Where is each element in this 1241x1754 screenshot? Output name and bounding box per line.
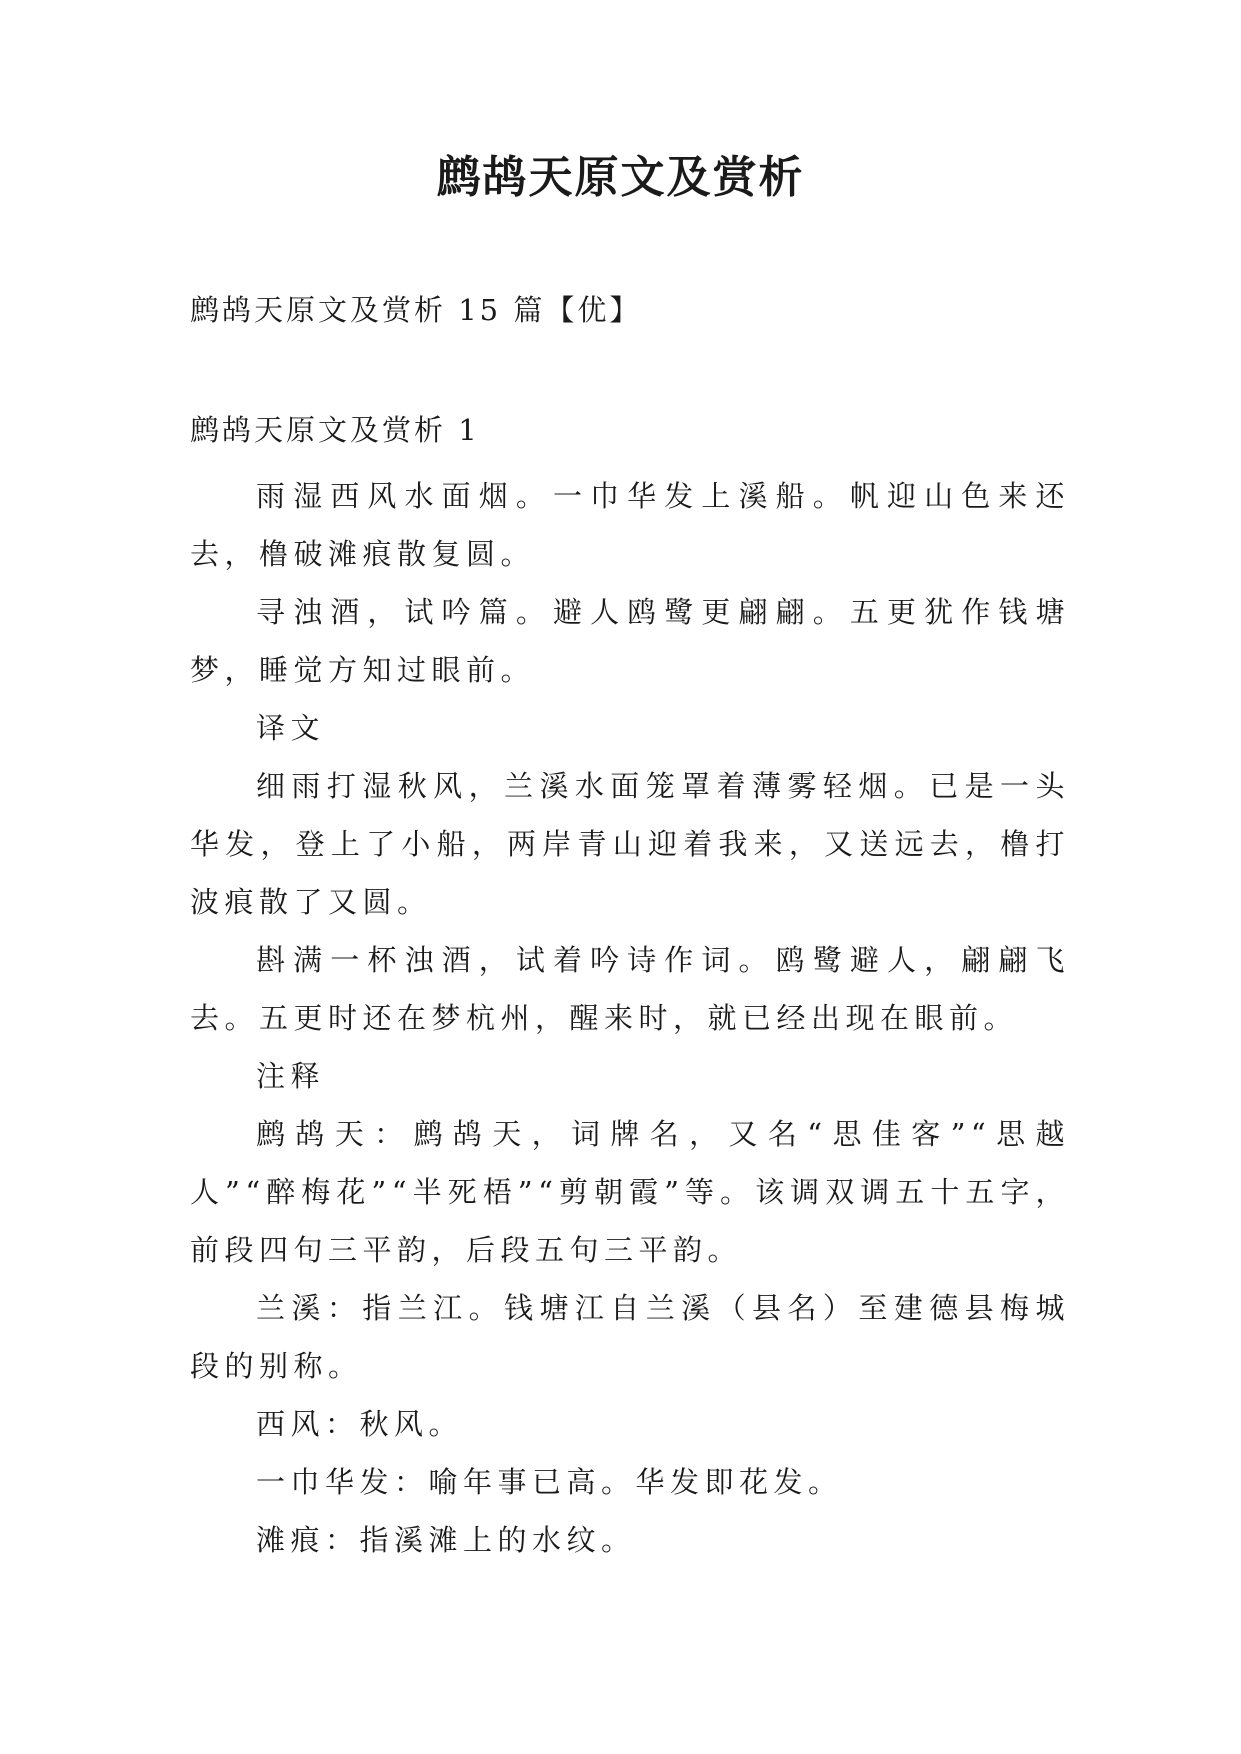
note-paragraph: 兰溪：指兰江。钱塘江自兰溪（县名）至建德县梅城段的别称。 <box>190 1291 1070 1383</box>
translation-heading: 译文 <box>256 711 326 745</box>
document-body <box>190 467 1070 1569</box>
section-heading: 鹧鸪天原文及赏析 1 <box>190 413 480 447</box>
note-paragraph: 西风：秋风。 <box>256 1407 464 1441</box>
translation-paragraph-2: 斟满一杯浊酒，试着吟诗作词。鸥鹭避人，翩翩飞去。五更时还在梦杭州，醒来时，就已经出现在眼前。 <box>190 943 1070 1035</box>
notes-heading: 注释 <box>256 1059 326 1093</box>
translation-paragraph-1: 细雨打湿秋风，兰溪水面笼罩着薄雾轻烟。已是一头华发，登上了小船，两岸青山迎着我来，又送远去，橹打波痕散了又圆。 <box>190 769 1070 919</box>
document-title: 鹧鸪天原文及赏析 <box>436 152 805 203</box>
note-paragraph: 滩痕：指溪滩上的水纹。 <box>256 1523 636 1557</box>
note-paragraph: 鹧鸪天：鹧鸪天，词牌名，又名“思佳客”“思越人”“醉梅花”“半死梧”“剪朝霞”等。该调双调五十五字，前段四句三平韵，后段五句三平韵。 <box>190 1117 1070 1267</box>
document-subtitle: 鹧鸪天原文及赏析 15 篇【优】 <box>190 293 642 327</box>
note-paragraph: 一巾华发：喻年事已高。华发即花发。 <box>256 1465 843 1499</box>
poem-stanza-1: 雨湿西风水面烟。一巾华发上溪船。帆迎山色来还去，橹破滩痕散复圆。 <box>190 479 1070 571</box>
poem-stanza-2: 寻浊酒，试吟篇。避人鸥鹭更翩翩。五更犹作钱塘梦，睡觉方知过眼前。 <box>190 595 1070 687</box>
